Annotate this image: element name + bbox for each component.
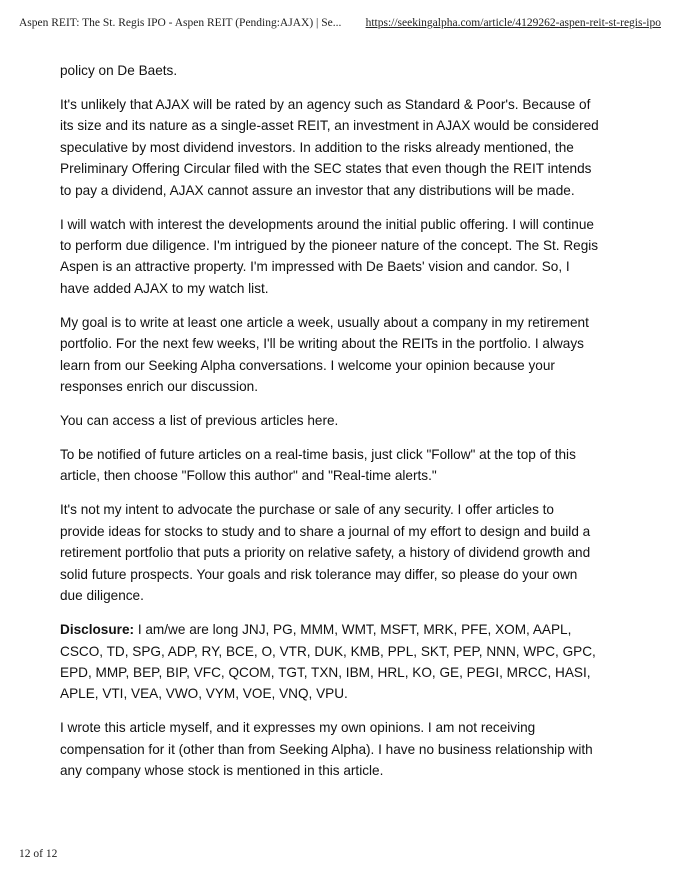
paragraph-previous-articles: You can access a list of previous articles here. [60, 413, 339, 429]
paragraph-rating: It's unlikely that AJAX will be rated by an agency such as Standard & Poor's. Because of its size and its nature as a single-asset REIT, an investment in AJAX would be considered speculative by most dividend investors. In addition to the risks already mentioned, the Preliminary Offering Circular filed with the SEC states that even though the REIT intends to pay a dividend, AJAX cannot assure an investor that any distributions will be made. [60, 97, 599, 198]
page-number: 12 of 12 [19, 848, 58, 860]
paragraph-follow: To be notified of future articles on a real-time basis, just click "Follow" at the top of this article, then choose "Follow this author" and "Real-time alerts." [60, 447, 576, 484]
paragraph-compensation: I wrote this article myself, and it expresses my own opinions. I am not receiving compensation for it (other than from Seeking Alpha). I have no business relationship with any company whose stock is mentioned in this article. [60, 720, 593, 779]
paragraph-goal: My goal is to write at least one article a week, usually about a company in my retirement portfolio. For the next few weeks, I'll be writing about the REITs in the portfolio. I always learn from our Seeking Alpha conversations. I welcome your opinion because your responses enrich our discussion. [60, 314, 589, 395]
print-header [19, 17, 661, 33]
article-url-link[interactable]: https://seekingalpha.com/article/4129262-aspen-reit-st-regis-ipo [365, 17, 661, 29]
disclosure-label: Disclosure: [60, 622, 135, 638]
page-title: Aspen REIT: The St. Regis IPO - Aspen REIT (Pending:AJAX) | Se... [19, 17, 342, 29]
paragraph-disclosure [60, 619, 600, 705]
disclosure-text: I am/we are long JNJ, PG, MMM, WMT, MSFT, MRK, PFE, XOM, AAPL, CSCO, TD, SPG, ADP, RY, BCE, O, VTR, DUK, KMB, PPL, SKT, PEP, NNN, WPC, GPC, EPD, MMP, BEP, BIP, VFC, QCOM, TGT, TXN, IBM, HRL, KO, GE, PEGI, MRCC, HASI, APLE, VTI, VEA, VWO, VYM, VOE, VNQ, VPU. [60, 622, 596, 702]
paragraph-watch-list: I will watch with interest the developments around the initial public offering. I will continue to perform due diligence. I'm intrigued by the pioneer nature of the concept. The St. Regis Aspen is an attractive property. I'm impressed with De Baets' vision and candor. So, I have added AJAX to my watch list. [60, 216, 599, 296]
paragraph-intent: It's not my intent to advocate the purchase or sale of any security. I offer articles to provide ideas for stocks to study and to share a journal of my effort to design and build a retirement portfolio that puts a priority on relative safety, a history of dividend growth and solid future prospects. Your goals and risk tolerance may differ, so please do your own due diligence. [60, 502, 591, 604]
article-body [60, 60, 600, 794]
paragraph-continuation: policy on De Baets. [60, 63, 178, 78]
